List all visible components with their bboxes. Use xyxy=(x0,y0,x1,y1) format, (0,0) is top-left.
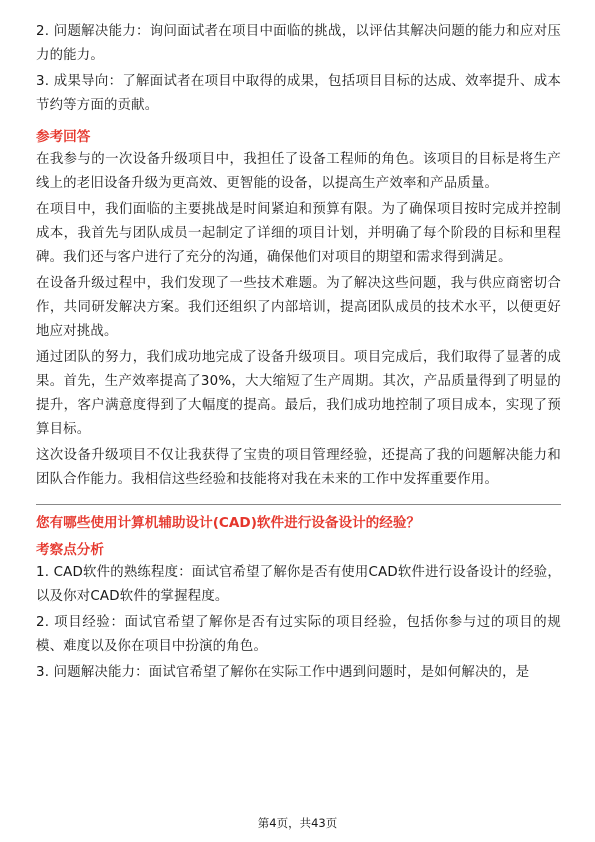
section-divider xyxy=(36,504,561,505)
page-number-footer: 第4页，共43页 xyxy=(257,816,338,830)
document-page xyxy=(36,20,561,685)
reference-paragraph-4: 通过团队的努力，我们成功地完成了设备升级项目。项目完成后，我们取得了显著的成果。首先，生产效率提高了30%，大大缩短了生产周期。其次，产品质量得到了明显的提升，客户满意度得到了大幅度的提高。最后，我们成功地控制了项目成本，实现了预算目标。 xyxy=(36,350,561,437)
reference-paragraph-2: 在项目中，我们面临的主要挑战是时间紧迫和预算有限。为了确保项目按时完成并控制成本，我首先与团队成员一起制定了详细的项目计划，并明确了每个阶段的目标和里程碑。我们还与客户进行了充分的沟通，确保他们对项目的期望和需求得到满足。 xyxy=(36,202,561,265)
reference-paragraph-5: 这次设备升级项目不仅让我获得了宝贵的项目管理经验，还提高了我的问题解决能力和团队合作能力。我相信这些经验和技能将对我在未来的工作中发挥重要作用。 xyxy=(36,448,561,487)
analysis-item-3: 3. 问题解决能力：面试官希望了解你在实际工作中遇到问题时，是如何解决的，是 xyxy=(36,665,530,680)
reference-answer-heading: 参考回答 xyxy=(36,129,91,145)
criteria-item-3: 3. 成果导向：了解面试者在项目中取得的成果，包括项目目标的达成、效率提升、成本节约等方面的贡献。 xyxy=(36,74,561,113)
criteria-item-2: 2. 问题解决能力：询问面试者在项目中面临的挑战，以评估其解决问题的能力和应对压力的能力。 xyxy=(36,24,561,63)
analysis-item-2: 2. 项目经验：面试官希望了解你是否有过实际的项目经验，包括你参与过的项目的规模、难度以及你在项目中扮演的角色。 xyxy=(36,615,561,654)
analysis-item-1: 1. CAD软件的熟练程度：面试官希望了解你是否有使用CAD软件进行设备设计的经验，以及你对CAD软件的掌握程度。 xyxy=(36,565,561,604)
analysis-heading: 考察点分析 xyxy=(36,542,104,558)
reference-paragraph-3: 在设备升级过程中，我们发现了一些技术难题。为了解决这些问题，我与供应商密切合作，共同研发解决方案。我们还组织了内部培训，提高团队成员的技术水平，以便更好地应对挑战。 xyxy=(36,276,561,339)
interview-question: 您有哪些使用计算机辅助设计(CAD)软件进行设备设计的经验？ xyxy=(36,515,421,531)
reference-paragraph-1: 在我参与的一次设备升级项目中，我担任了设备工程师的角色。该项目的目标是将生产线上的老旧设备升级为更高效、更智能的设备，以提高生产效率和产品质量。 xyxy=(36,152,561,191)
